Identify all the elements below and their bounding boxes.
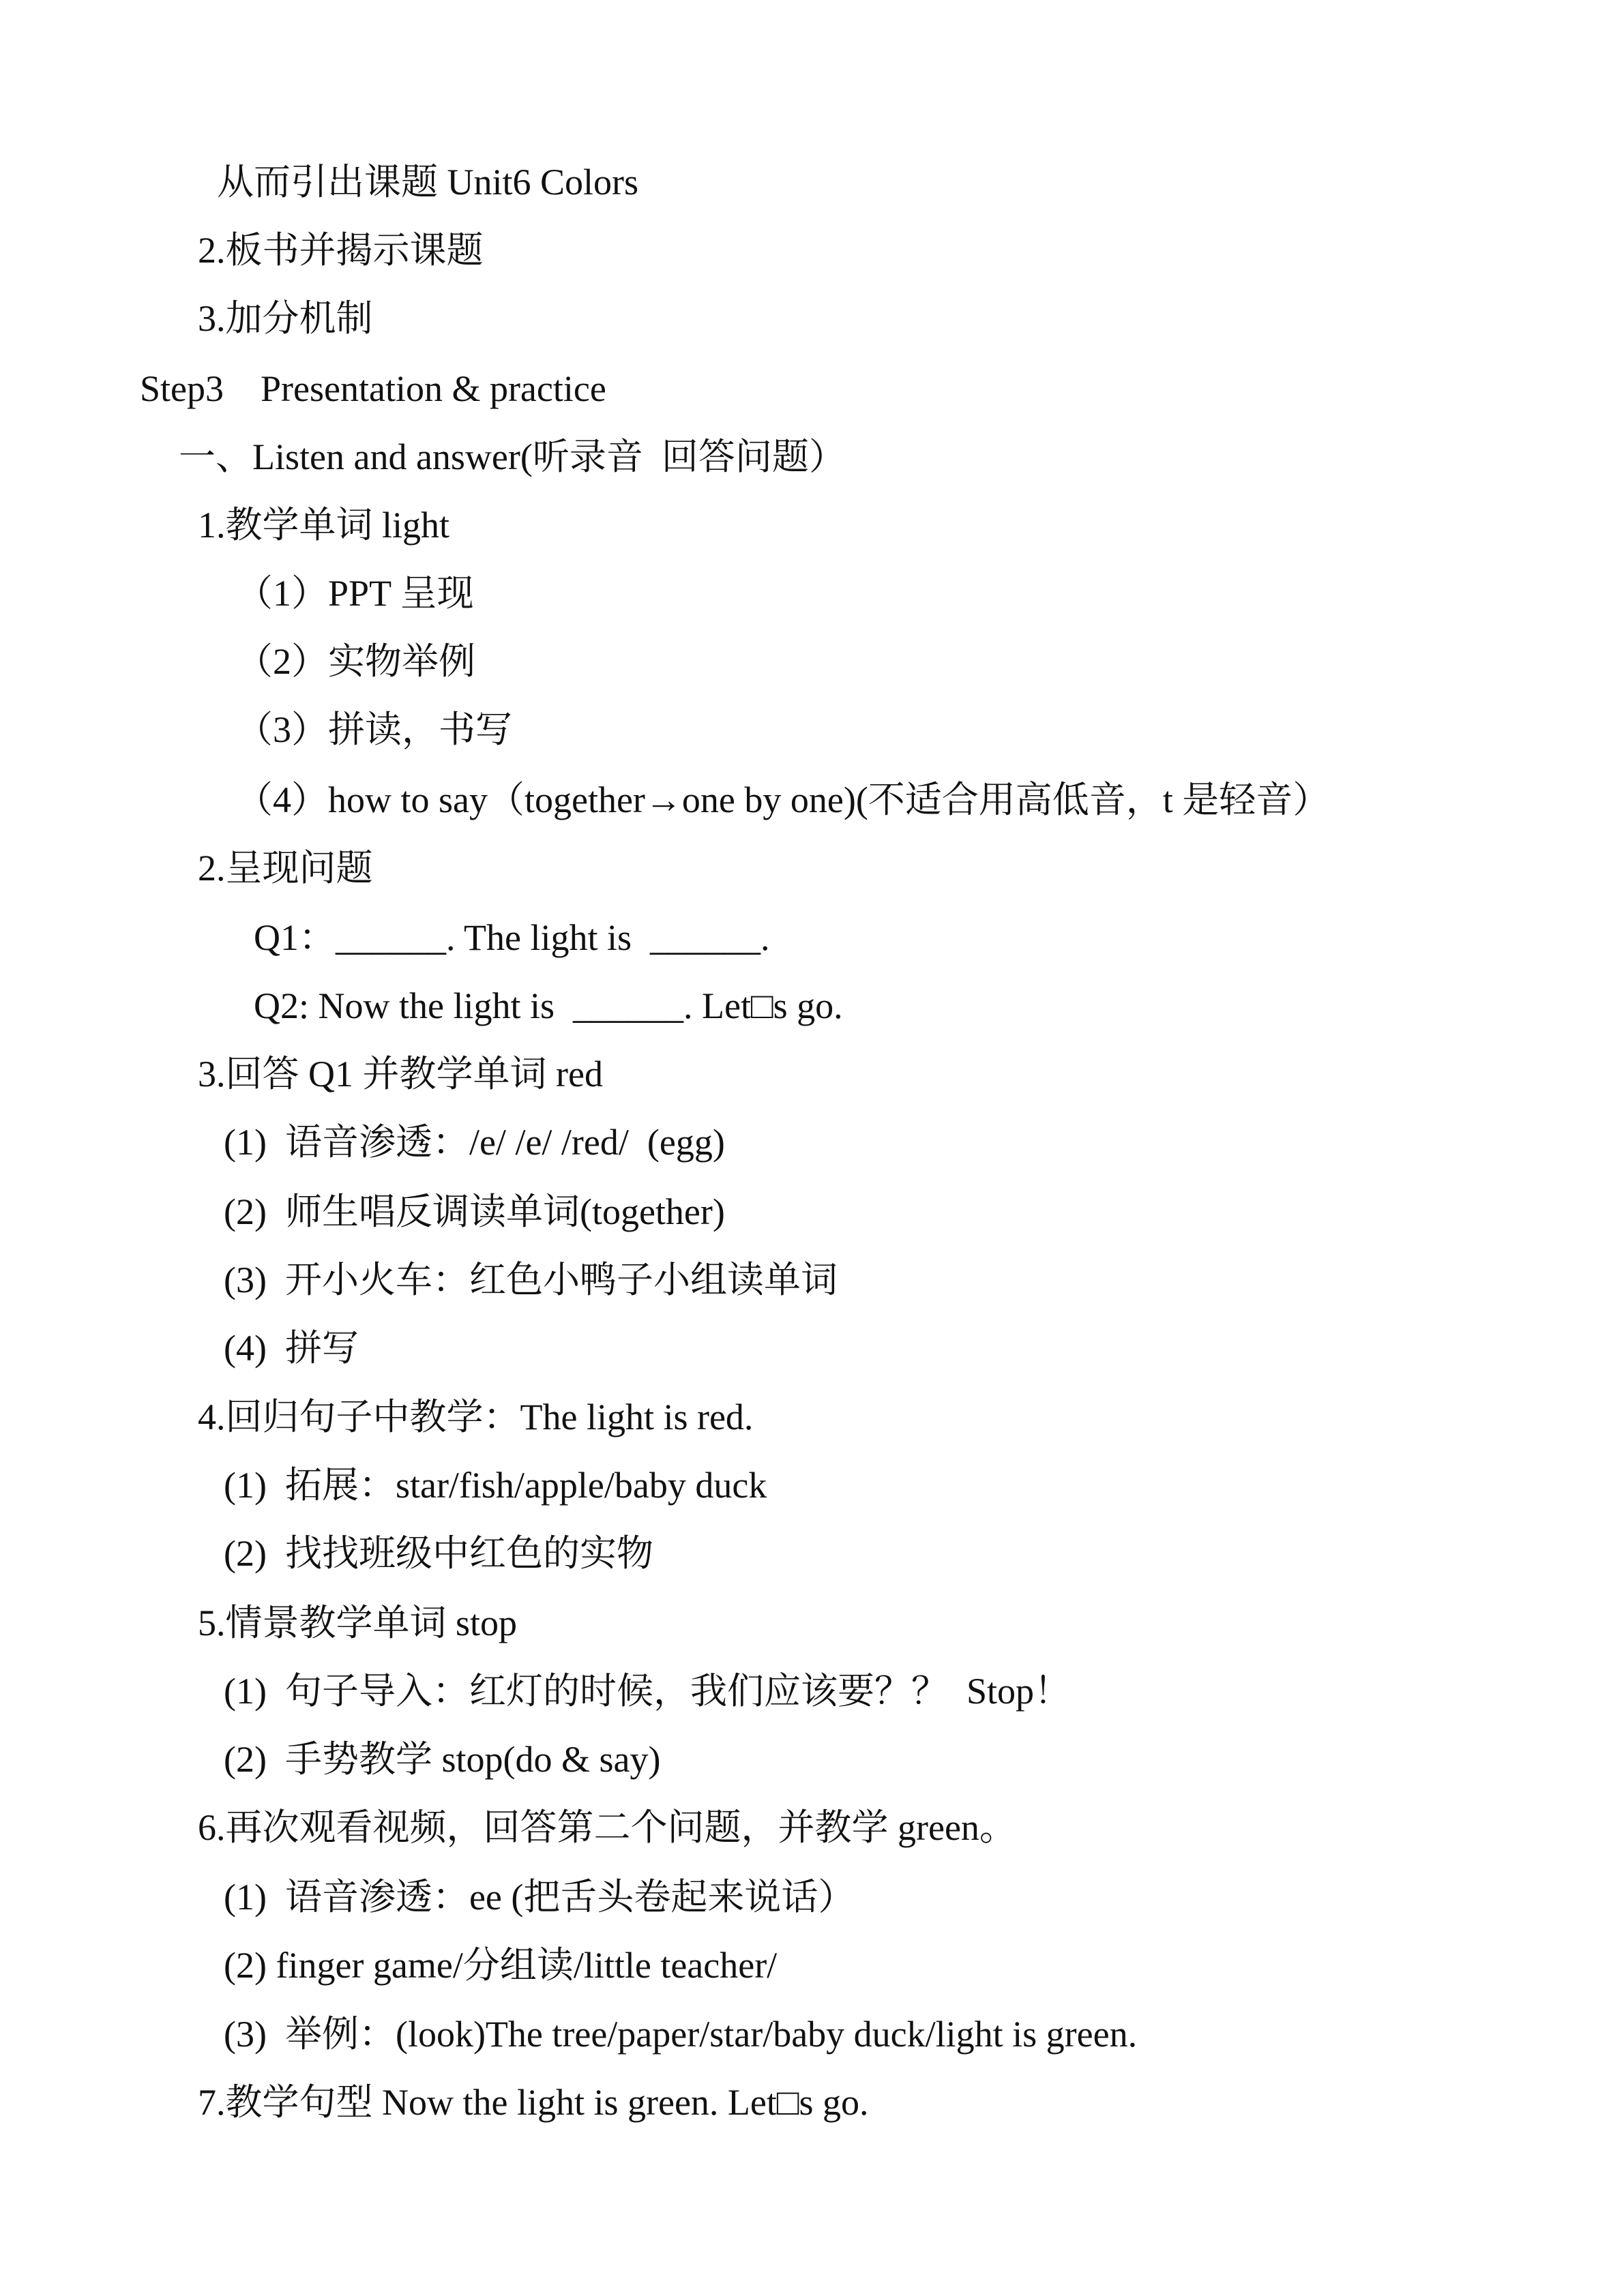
step-heading: Step3 Presentation & practice xyxy=(140,368,606,409)
text-line-7: （1）PPT 呈现 xyxy=(236,573,474,614)
section-heading: 一、Listen and answer(听录音 回答问题） xyxy=(179,436,846,477)
text-line-9: （3）拼读，书写 xyxy=(236,709,512,750)
text-line-2: 2.板书并揭示课题 xyxy=(198,230,484,271)
text-line-11: 2.呈现问题 xyxy=(198,848,373,889)
text-line-22: 5.情景教学单词 stop xyxy=(198,1602,518,1643)
text-line-6: 1.教学单词 light xyxy=(198,505,450,546)
text-line-26: (1) 语音渗透：ee (把舌头卷起来说话） xyxy=(224,1877,855,1918)
question-2: Q2: Now the light is ______. Let□s go. xyxy=(254,985,843,1026)
text-line-8: （2）实物举例 xyxy=(236,641,475,682)
question-1: Q1：______. The light is ______. xyxy=(254,917,770,958)
text-line-21: (2) 找找班级中红色的实物 xyxy=(224,1533,653,1574)
text-line-17: (3) 开小火车：红色小鸭子小组读单词 xyxy=(224,1259,838,1300)
text-line-29: 7.教学句型 Now the light is green. Let□s go. xyxy=(198,2082,869,2123)
text-line-10: （4）how to say（together→one by one)(不适合用高低音，t 是轻音） xyxy=(236,779,1330,820)
text-line-1: 从而引出课题 Unit6 Colors xyxy=(217,162,639,203)
text-line-18: (4) 拼写 xyxy=(224,1328,359,1369)
text-line-24: (2) 手势教学 stop(do & say) xyxy=(224,1739,661,1780)
text-line-3: 3.加分机制 xyxy=(198,298,373,339)
text-line-14: 3.回答 Q1 并教学单词 red xyxy=(198,1054,603,1094)
text-line-25: 6.再次观看视频，回答第二个问题，并教学 green。 xyxy=(198,1807,1016,1848)
text-line-16: (2) 师生唱反调读单词(together) xyxy=(224,1191,725,1232)
text-line-19: 4.回归句子中教学：The light is red. xyxy=(198,1397,754,1437)
text-line-27: (2) finger game/分组读/little teacher/ xyxy=(224,1945,778,1986)
text-line-23: (1) 句子导入：红灯的时候，我们应该要？？ Stop！ xyxy=(224,1671,1071,1712)
text-line-20: (1) 拓展：star/fish/apple/baby duck xyxy=(224,1465,767,1506)
text-line-28: (3) 举例：(look)The tree/paper/star/baby duck/light is green. xyxy=(224,2014,1138,2055)
text-line-15: (1) 语音渗透：/e/ /e/ /red/ (egg) xyxy=(224,1122,725,1163)
